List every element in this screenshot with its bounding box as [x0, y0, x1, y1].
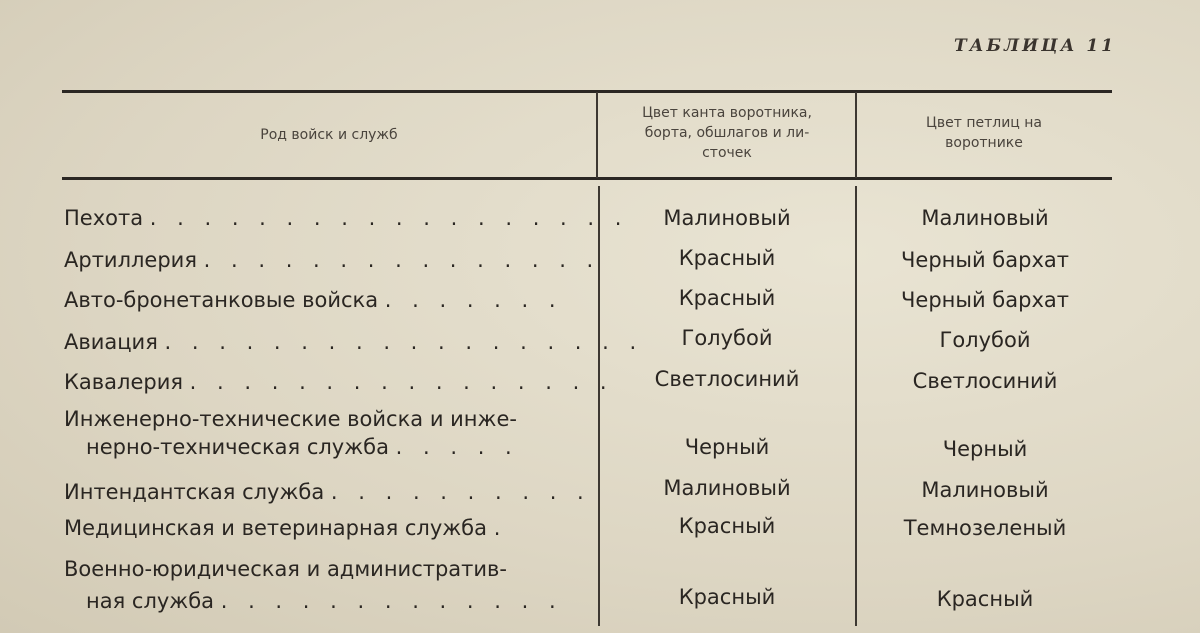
row-name-text: ная служба — [86, 589, 215, 613]
header-edge-color — [600, 103, 854, 163]
row-edge-quartermaster: Малиновый — [663, 476, 791, 500]
row-edge-medical: Красный — [678, 514, 776, 538]
header-edge-line-2: борта, обшлагов и ли- — [644, 125, 810, 141]
row-name-text: Авто-бронетанковые войска — [64, 288, 379, 312]
row-name-armored: Авто-бронетанковые войска . . . . . . . — [64, 288, 563, 312]
header-branch: Род войск и служб — [260, 127, 398, 143]
header-edge-line-3: сточек — [702, 145, 752, 161]
row-tab-medical: Темнозеленый — [903, 516, 1067, 540]
header-tab-line-1: Цвет петлиц на — [925, 115, 1043, 131]
row-tab-engineering: Черный — [942, 437, 1028, 461]
header-divider-1 — [596, 92, 598, 178]
row-name-text: Кавалерия — [64, 370, 183, 394]
body-divider-2 — [855, 186, 857, 626]
row-name-legal-line-2: ная служба . . . . . . . . . . . . . — [64, 589, 594, 613]
row-name-text: Медицинская и ветеринарная служба — [64, 516, 488, 540]
header-tab-line-2: воротнике — [945, 135, 1023, 151]
row-edge-infantry: Малиновый — [663, 206, 791, 230]
row-edge-legal: Красный — [678, 585, 776, 609]
row-name-engineering-line-2: нерно-техническая служба . . . . . — [64, 435, 594, 459]
row-name-legal-line-1: Военно-юридическая и административ- — [64, 557, 508, 581]
row-tab-quartermaster: Малиновый — [921, 478, 1049, 502]
row-name-text: Артиллерия — [64, 248, 197, 272]
row-edge-armored: Красный — [678, 286, 776, 310]
row-name-artillery: Артиллерия . . . . . . . . . . . . . . . — [64, 248, 601, 272]
row-name-cavalry: Кавалерия . . . . . . . . . . . . . . . . — [64, 370, 614, 394]
row-edge-artillery: Красный — [678, 246, 776, 270]
row-tab-aviation: Голубой — [939, 328, 1031, 352]
row-edge-cavalry: Светлосиний — [654, 367, 800, 391]
row-name-infantry: Пехота . . . . . . . . . . . . . . . . . . — [64, 206, 629, 230]
row-name-quartermaster: Интендантская служба . . . . . . . . . . — [64, 480, 591, 504]
row-name-medical: Медицинская и ветеринарная служба . — [64, 516, 508, 540]
row-name-text: Пехота — [64, 206, 144, 230]
row-name-text: Интендантская служба — [64, 480, 325, 504]
row-name-aviation: Авиация . . . . . . . . . . . . . . . . . . — [64, 330, 644, 354]
row-edge-aviation: Голубой — [681, 326, 773, 350]
row-tab-artillery: Черный бархат — [901, 248, 1069, 272]
row-name-engineering-line-1: Инженерно-технические войска и инже- — [64, 407, 517, 431]
header-rule — [62, 177, 1112, 180]
row-tab-armored: Черный бархат — [901, 288, 1069, 312]
top-rule — [62, 90, 1112, 93]
row-name-text: Авиация — [64, 330, 158, 354]
header-divider-2 — [855, 92, 857, 178]
row-edge-engineering: Черный — [684, 435, 770, 459]
row-tab-cavalry: Светлосиний — [912, 369, 1058, 393]
row-name-text: нерно-техническая служба — [86, 435, 389, 459]
table-label: ТАБЛИЦА 11 — [954, 36, 1116, 56]
header-tab-color — [858, 113, 1110, 153]
row-tab-legal: Красный — [936, 587, 1034, 611]
row-tab-infantry: Малиновый — [921, 206, 1049, 230]
header-edge-line-1: Цвет канта воротника, — [642, 105, 812, 121]
